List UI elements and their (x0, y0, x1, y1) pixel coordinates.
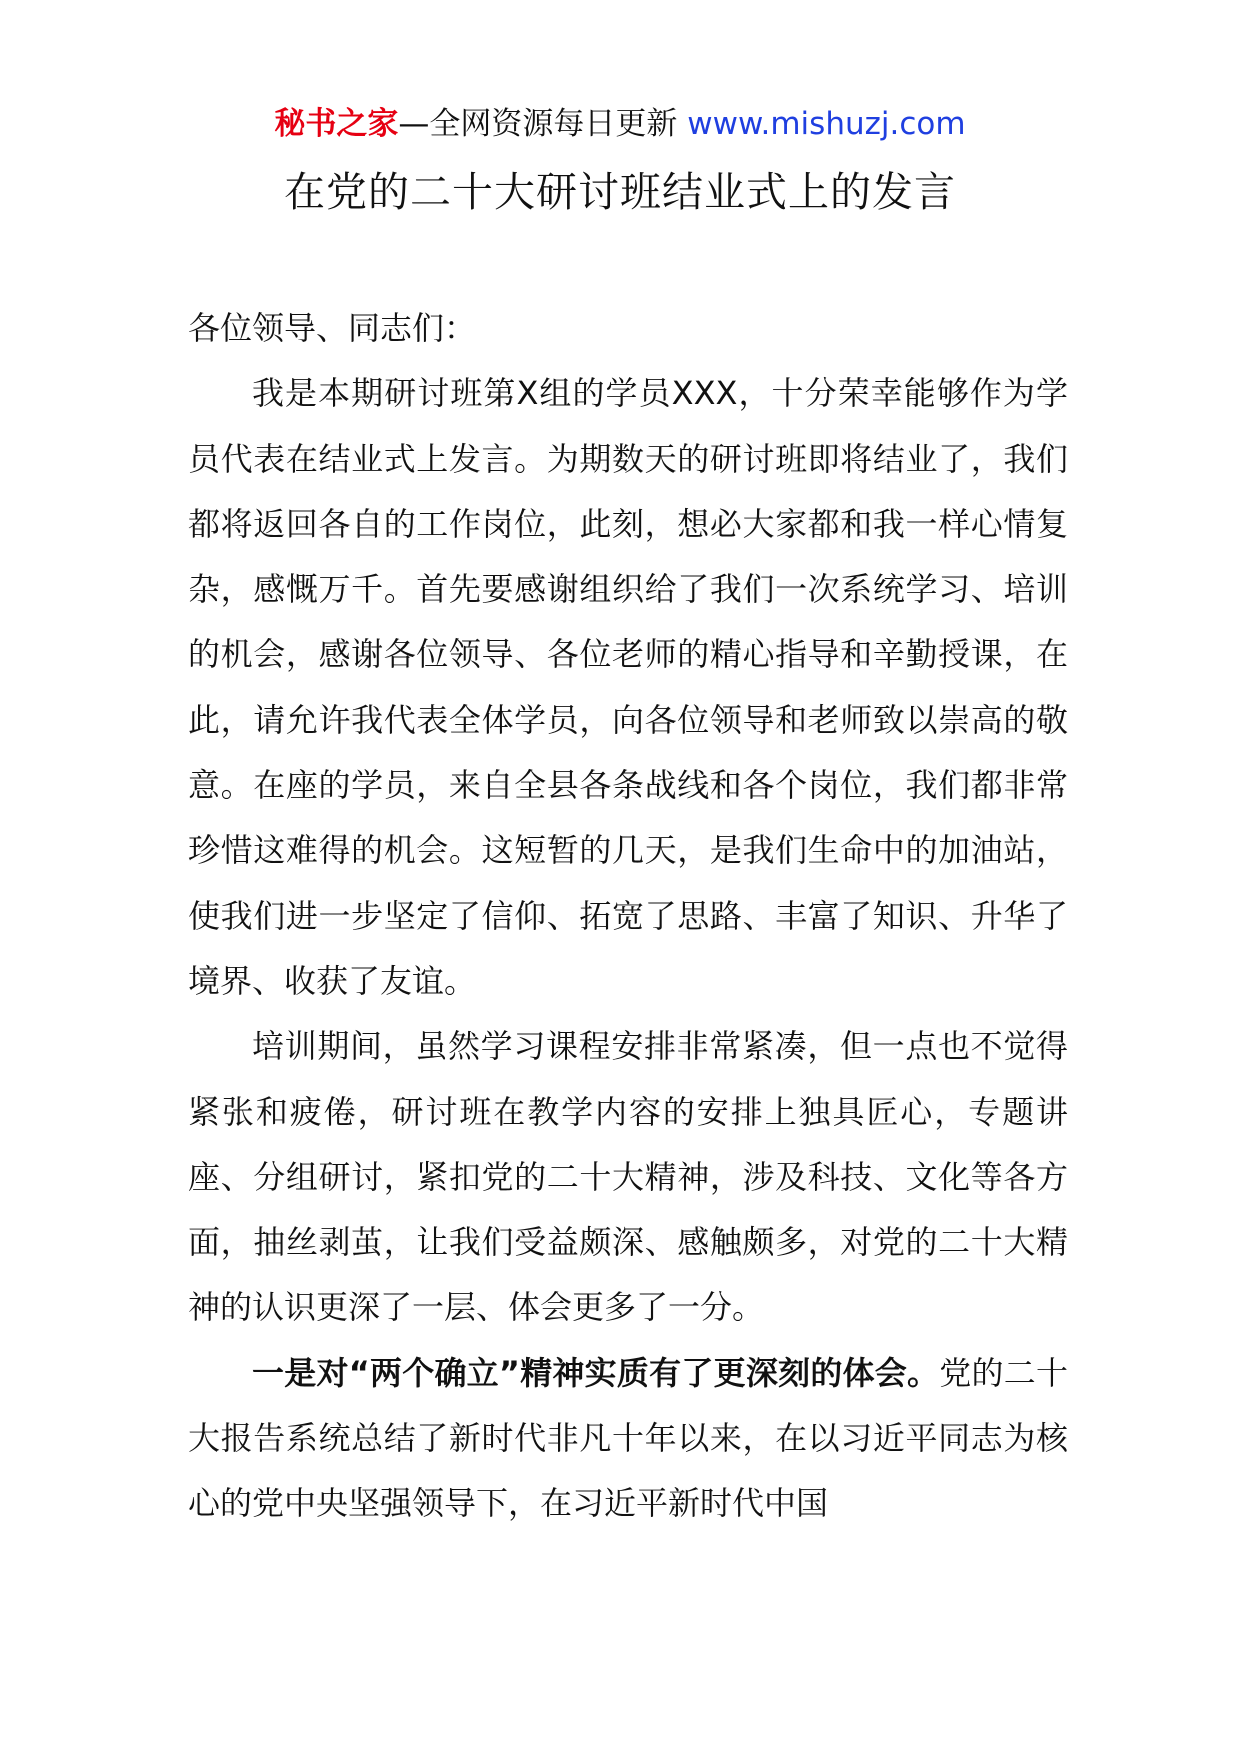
header-tagline: —全网资源每日更新 (398, 106, 678, 142)
document-title: 在党的二十大研讨班结业式上的发言 (284, 168, 956, 216)
point-one-lead: 一是对“两个确立”精神实质有了更深刻的体会。 (252, 1353, 940, 1392)
paragraph-1: 我是本期研讨班第X组的学员XXX，十分荣幸能够作为学员代表在结业式上发言。为期数天的研讨班即将结业了，我们都将返回各自的工作岗位，此刻，想必大家都和我一样心情复杂，感慨万千。首先要感谢组织给了我们一次系统学习、培训的机会，感谢各位领导、各位老师的精心指导和辛勤授课，在此，请允许我代表全体学员，向各位领导和老师致以崇高的敬意。在座的学员，来自全县各条战线和各个岗位，我们都非常珍惜这难得的机会。这短暂的几天，是我们生命中的加油站，使我们进一步坚定了信仰、拓宽了思路、丰富了知识、升华了境界、收获了友谊。 (188, 374, 1068, 1000)
document-body (188, 296, 1068, 1537)
paragraph-3 (188, 1341, 1068, 1537)
brand-name: 秘书之家 (274, 106, 399, 142)
point-one-text: 党的二十大报告系统总结了新时代非凡十年以来，在以习近平同志为核心的党中央坚强领导下，在习近平新时代中国 (188, 1353, 1068, 1523)
paragraph-2: 培训期间，虽然学习课程安排非常紧凑，但一点也不觉得紧张和疲倦，研讨班在教学内容的安排上独具匠心，专题讲座、分组研讨，紧扣党的二十大精神，涉及科技、文化等各方面，抽丝剥茧，让我们受益颇深、感触颇多，对党的二十大精神的认识更深了一层、体会更多了一分。 (188, 1027, 1068, 1327)
site-header (0, 102, 1240, 146)
site-url-link[interactable]: www.mishuzj.com (687, 106, 966, 142)
salutation: 各位领导、同志们： (188, 309, 477, 347)
